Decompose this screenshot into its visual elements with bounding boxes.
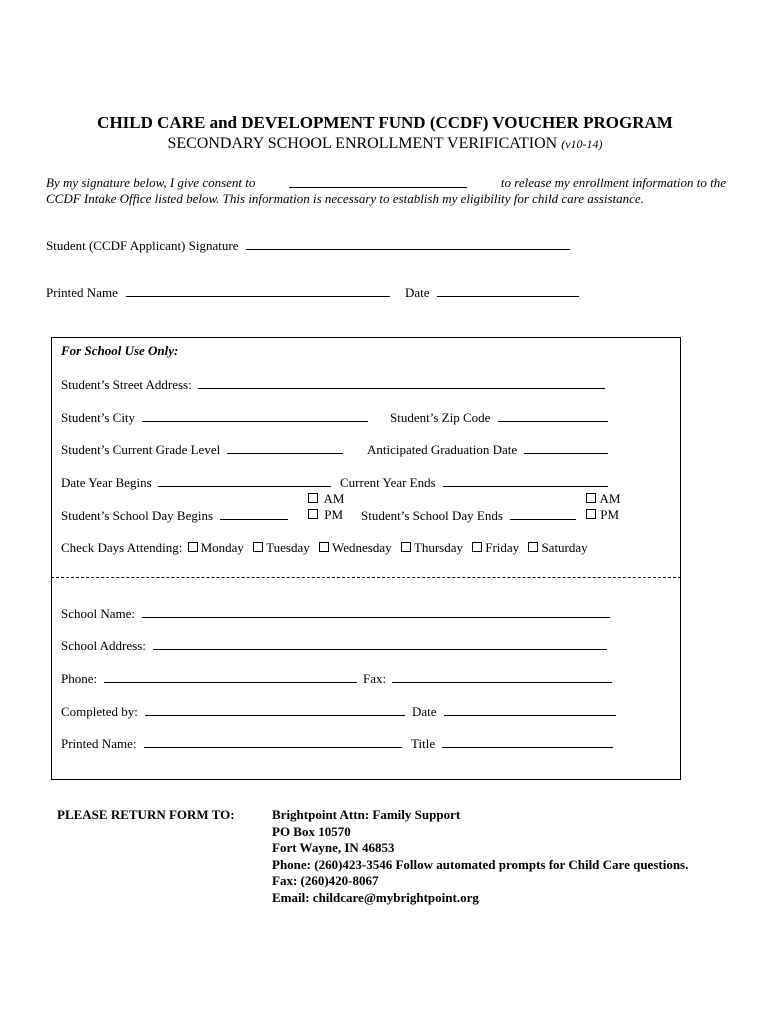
return-line: PO Box 10570 <box>272 823 351 839</box>
completed-date-line[interactable] <box>444 703 616 716</box>
day-begins-am-label: AM <box>323 491 345 506</box>
day-begins-pm-checkbox[interactable] <box>308 509 318 519</box>
consent-statement <box>46 175 726 207</box>
phone-row <box>61 670 357 687</box>
completed-by-line[interactable] <box>145 703 405 716</box>
consent-line2: CCDF Intake Office listed below. This information is necessary to establish my eligibility for child care assistance. <box>46 191 644 206</box>
form-title: CHILD CARE and DEVELOPMENT FUND (CCDF) VOUCHER PROGRAM <box>97 113 673 132</box>
monday-checkbox[interactable] <box>188 542 198 552</box>
form-version: (v10-14) <box>561 137 603 151</box>
tuesday-checkbox[interactable] <box>253 542 263 552</box>
school-name-row <box>61 605 610 622</box>
saturday-checkbox[interactable] <box>528 542 538 552</box>
student-signature-line[interactable] <box>246 237 570 250</box>
day-begins-label: Student’s School Day Begins <box>61 508 214 523</box>
year-ends-line[interactable] <box>443 474 608 487</box>
friday-checkbox[interactable] <box>472 542 482 552</box>
city-line[interactable] <box>142 409 368 422</box>
school-address-label: School Address: <box>61 638 146 653</box>
day-begins-am-checkbox[interactable] <box>308 493 318 503</box>
days-attending-label: Check Days Attending: <box>61 540 183 555</box>
completed-date-label: Date <box>412 704 437 719</box>
consent-part1: By my signature below, I give consent to <box>46 175 256 190</box>
consent-recipient-line[interactable] <box>289 175 467 188</box>
day-begins-pm-option[interactable] <box>308 507 343 523</box>
graduation-label: Anticipated Graduation Date <box>367 442 518 457</box>
zip-row <box>390 409 608 426</box>
day-option-wednesday[interactable] <box>319 540 392 555</box>
day-option-saturday[interactable] <box>528 540 587 555</box>
day-ends-pm-label: PM <box>600 507 620 522</box>
year-begins-label: Date Year Begins <box>61 475 152 490</box>
section-divider <box>51 577 681 578</box>
day-label-monday: Monday <box>200 540 244 555</box>
year-begins-row <box>61 474 331 491</box>
zip-label: Student’s Zip Code <box>390 410 491 425</box>
day-label-friday: Friday <box>485 540 520 555</box>
return-address-block <box>272 807 688 906</box>
street-address-row <box>61 376 605 393</box>
student-signature-row <box>46 237 570 254</box>
street-address-label: Student’s Street Address: <box>61 377 192 392</box>
day-ends-am-label: AM <box>599 491 621 506</box>
form-subtitle-text: SECONDARY SCHOOL ENROLLMENT VERIFICATION <box>167 135 558 152</box>
day-begins-pm-label: PM <box>324 507 344 522</box>
city-row <box>61 409 368 426</box>
school-printed-name-row <box>61 735 402 752</box>
school-name-label: School Name: <box>61 606 136 621</box>
day-label-thursday: Thursday <box>413 540 463 555</box>
student-date-label: Date <box>405 285 430 300</box>
day-ends-pm-checkbox[interactable] <box>586 509 596 519</box>
day-begins-am-option[interactable] <box>308 491 345 507</box>
day-label-tuesday: Tuesday <box>266 540 310 555</box>
return-line: Brightpoint Attn: Family Support <box>272 807 461 822</box>
school-name-line[interactable] <box>142 605 610 618</box>
return-line: Email: childcare@mybrightpoint.org <box>272 889 479 905</box>
day-begins-line[interactable] <box>220 507 288 520</box>
grade-label: Student’s Current Grade Level <box>61 442 221 457</box>
day-label-wednesday: Wednesday <box>332 540 392 555</box>
completed-by-label: Completed by: <box>61 704 138 719</box>
fax-line[interactable] <box>392 670 612 683</box>
printed-name-label: Printed Name <box>46 285 118 300</box>
title-row <box>411 735 613 752</box>
wednesday-checkbox[interactable] <box>319 542 329 552</box>
year-ends-row <box>340 474 608 491</box>
city-label: Student’s City <box>61 410 136 425</box>
school-address-line[interactable] <box>153 637 607 650</box>
student-date-row <box>405 284 579 301</box>
completed-by-row <box>61 703 405 720</box>
day-label-saturday: Saturday <box>541 540 588 555</box>
day-ends-am-checkbox[interactable] <box>586 493 596 503</box>
thursday-checkbox[interactable] <box>401 542 411 552</box>
return-line: Fax: (260)420-8067 <box>272 873 379 888</box>
zip-line[interactable] <box>498 409 608 422</box>
return-line: Fort Wayne, IN 46853 <box>272 840 395 855</box>
days-attending-row <box>61 540 588 556</box>
student-date-line[interactable] <box>437 284 579 297</box>
street-address-line[interactable] <box>198 376 605 389</box>
school-address-row <box>61 637 607 654</box>
day-ends-row <box>361 507 576 524</box>
form-subtitle <box>0 135 770 153</box>
day-option-tuesday[interactable] <box>253 540 310 555</box>
day-option-friday[interactable] <box>472 540 519 555</box>
phone-label: Phone: <box>61 671 98 686</box>
day-option-monday[interactable] <box>188 540 244 555</box>
school-use-heading: For School Use Only: <box>61 343 179 358</box>
printed-name-line[interactable] <box>126 284 390 297</box>
day-ends-line[interactable] <box>510 507 576 520</box>
title-line[interactable] <box>442 735 613 748</box>
graduation-row <box>367 441 608 458</box>
title-label: Title <box>411 736 436 751</box>
return-label: PLEASE RETURN FORM TO: <box>57 807 235 822</box>
school-printed-name-label: Printed Name: <box>61 736 137 751</box>
day-begins-row <box>61 507 288 524</box>
day-ends-am-option[interactable] <box>586 491 621 507</box>
grade-line[interactable] <box>227 441 343 454</box>
printed-name-row <box>46 284 390 301</box>
grade-row <box>61 441 343 458</box>
day-ends-pm-option[interactable] <box>586 507 619 523</box>
day-option-thursday[interactable] <box>401 540 463 555</box>
student-signature-label: Student (CCDF Applicant) Signature <box>46 238 239 253</box>
phone-line[interactable] <box>104 670 357 683</box>
fax-row <box>363 670 612 687</box>
year-ends-label: Current Year Ends <box>340 475 436 490</box>
graduation-line[interactable] <box>524 441 608 454</box>
fax-label: Fax: <box>363 671 387 686</box>
year-begins-line[interactable] <box>158 474 331 487</box>
day-ends-label: Student’s School Day Ends <box>361 508 503 523</box>
completed-date-row <box>412 703 616 720</box>
return-line: Phone: (260)423-3546 Follow automated prompts for Child Care questions. <box>272 856 689 872</box>
consent-part2: to release my enrollment information to the <box>500 175 726 190</box>
school-printed-name-line[interactable] <box>144 735 402 748</box>
